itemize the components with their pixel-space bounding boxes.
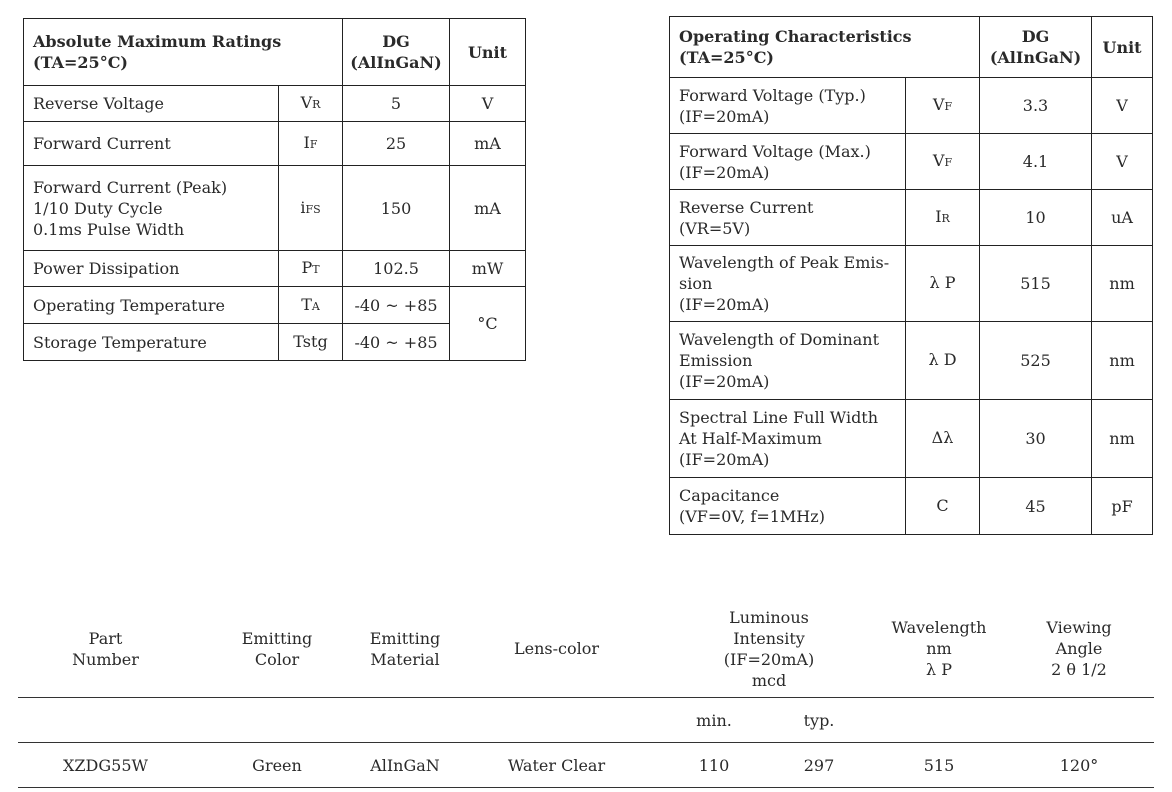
opc-symbol: Δλ: [906, 400, 980, 478]
opc-symbol: C: [906, 478, 980, 535]
opc-value: 515: [980, 246, 1092, 322]
table-row: [18, 743, 1154, 788]
opc-symbol: IR: [906, 190, 980, 246]
amr-param: Forward Current (Peak) 1/10 Duty Cycle 0.1ms Pulse Width: [24, 166, 279, 251]
opc-row: [670, 322, 1153, 400]
amr-row: [24, 122, 526, 166]
opc-row: [670, 190, 1153, 246]
amr-unit: mA: [450, 122, 526, 166]
opc-col-unit: Unit: [1092, 17, 1153, 78]
amr-row: [24, 86, 526, 122]
amr-col-unit: Unit: [450, 19, 526, 86]
opc-value: 10: [980, 190, 1092, 246]
opc-unit: pF: [1092, 478, 1153, 535]
header-part-number: Part Number: [18, 600, 193, 698]
cell-luminous-typ: 297: [764, 743, 874, 788]
amr-col-dg: DG (AlInGaN): [343, 19, 450, 86]
amr-param: Storage Temperature: [24, 324, 279, 361]
amr-value: 102.5: [343, 251, 450, 287]
absolute-max-ratings-table: [23, 18, 526, 361]
amr-value: 5: [343, 86, 450, 122]
cell-part-number: XZDG55W: [18, 743, 193, 788]
opc-col-dg: DG (AlInGaN): [980, 17, 1092, 78]
operating-characteristics-table: [669, 16, 1153, 535]
amr-param: Power Dissipation: [24, 251, 279, 287]
subheader-typ: typ.: [764, 698, 874, 743]
amr-unit: °C: [450, 287, 526, 361]
header-emitting-color: Emitting Color: [193, 600, 361, 698]
opc-row: [670, 246, 1153, 322]
opc-unit: uA: [1092, 190, 1153, 246]
opc-title: Operating Characteristics: [679, 27, 912, 46]
amr-row: [24, 287, 526, 324]
opc-symbol: λ D: [906, 322, 980, 400]
parts-header-row: [18, 600, 1154, 698]
cell-emitting-color: Green: [193, 743, 361, 788]
parts-subheader-row: [18, 698, 1154, 743]
amr-param: Forward Current: [24, 122, 279, 166]
opc-value: 525: [980, 322, 1092, 400]
opc-value: 45: [980, 478, 1092, 535]
cell-luminous-min: 110: [664, 743, 764, 788]
cell-emitting-material: AlInGaN: [361, 743, 449, 788]
opc-row: [670, 78, 1153, 134]
amr-symbol: Tstg: [279, 324, 343, 361]
amr-row: [24, 251, 526, 287]
amr-symbol: iFS: [279, 166, 343, 251]
opc-value: 3.3: [980, 78, 1092, 134]
header-viewing-angle: Viewing Angle 2 θ 1/2: [1004, 600, 1154, 698]
opc-unit: nm: [1092, 400, 1153, 478]
opc-value: 4.1: [980, 134, 1092, 190]
amr-param: Reverse Voltage: [24, 86, 279, 122]
opc-row: [670, 478, 1153, 535]
opc-condition: (TA=25°C): [679, 48, 774, 67]
amr-value: 150: [343, 166, 450, 251]
opc-unit: nm: [1092, 246, 1153, 322]
amr-symbol: VR: [279, 86, 343, 122]
amr-row: [24, 166, 526, 251]
amr-symbol: IF: [279, 122, 343, 166]
opc-unit: V: [1092, 134, 1153, 190]
opc-param: Wavelength of Peak Emis- sion (IF=20mA): [670, 246, 906, 322]
cell-lens-color: Water Clear: [449, 743, 664, 788]
opc-param: Wavelength of Dominant Emission (IF=20mA): [670, 322, 906, 400]
opc-row: [670, 134, 1153, 190]
opc-unit: V: [1092, 78, 1153, 134]
subheader-min: min.: [664, 698, 764, 743]
opc-symbol: VF: [906, 78, 980, 134]
opc-value: 30: [980, 400, 1092, 478]
header-wavelength: Wavelength nm λ P: [874, 600, 1004, 698]
amr-symbol: PT: [279, 251, 343, 287]
amr-title: Absolute Maximum Ratings: [33, 32, 282, 51]
amr-value: -40 ~ +85: [343, 324, 450, 361]
opc-symbol: λ P: [906, 246, 980, 322]
opc-param: Forward Voltage (Typ.) (IF=20mA): [670, 78, 906, 134]
cell-wavelength: 515: [874, 743, 1004, 788]
amr-param: Operating Temperature: [24, 287, 279, 324]
opc-unit: nm: [1092, 322, 1153, 400]
amr-title-cell: [24, 19, 343, 86]
header-luminous-intensity: Luminous Intensity (IF=20mA) mcd: [664, 600, 874, 698]
cell-viewing-angle: 120°: [1004, 743, 1154, 788]
amr-unit: mA: [450, 166, 526, 251]
part-number-table: [18, 600, 1154, 788]
amr-unit: mW: [450, 251, 526, 287]
amr-unit: V: [450, 86, 526, 122]
amr-condition: (TA=25°C): [33, 53, 128, 72]
opc-row: [670, 400, 1153, 478]
opc-param: Spectral Line Full Width At Half-Maximum (IF=20mA): [670, 400, 906, 478]
amr-value: 25: [343, 122, 450, 166]
header-lens-color: Lens-color: [449, 600, 664, 698]
opc-param: Forward Voltage (Max.) (IF=20mA): [670, 134, 906, 190]
opc-param: Capacitance (VF=0V, f=1MHz): [670, 478, 906, 535]
opc-title-cell: [670, 17, 980, 78]
opc-param: Reverse Current (VR=5V): [670, 190, 906, 246]
header-emitting-material: Emitting Material: [361, 600, 449, 698]
opc-symbol: VF: [906, 134, 980, 190]
amr-symbol: TA: [279, 287, 343, 324]
amr-value: -40 ~ +85: [343, 287, 450, 324]
